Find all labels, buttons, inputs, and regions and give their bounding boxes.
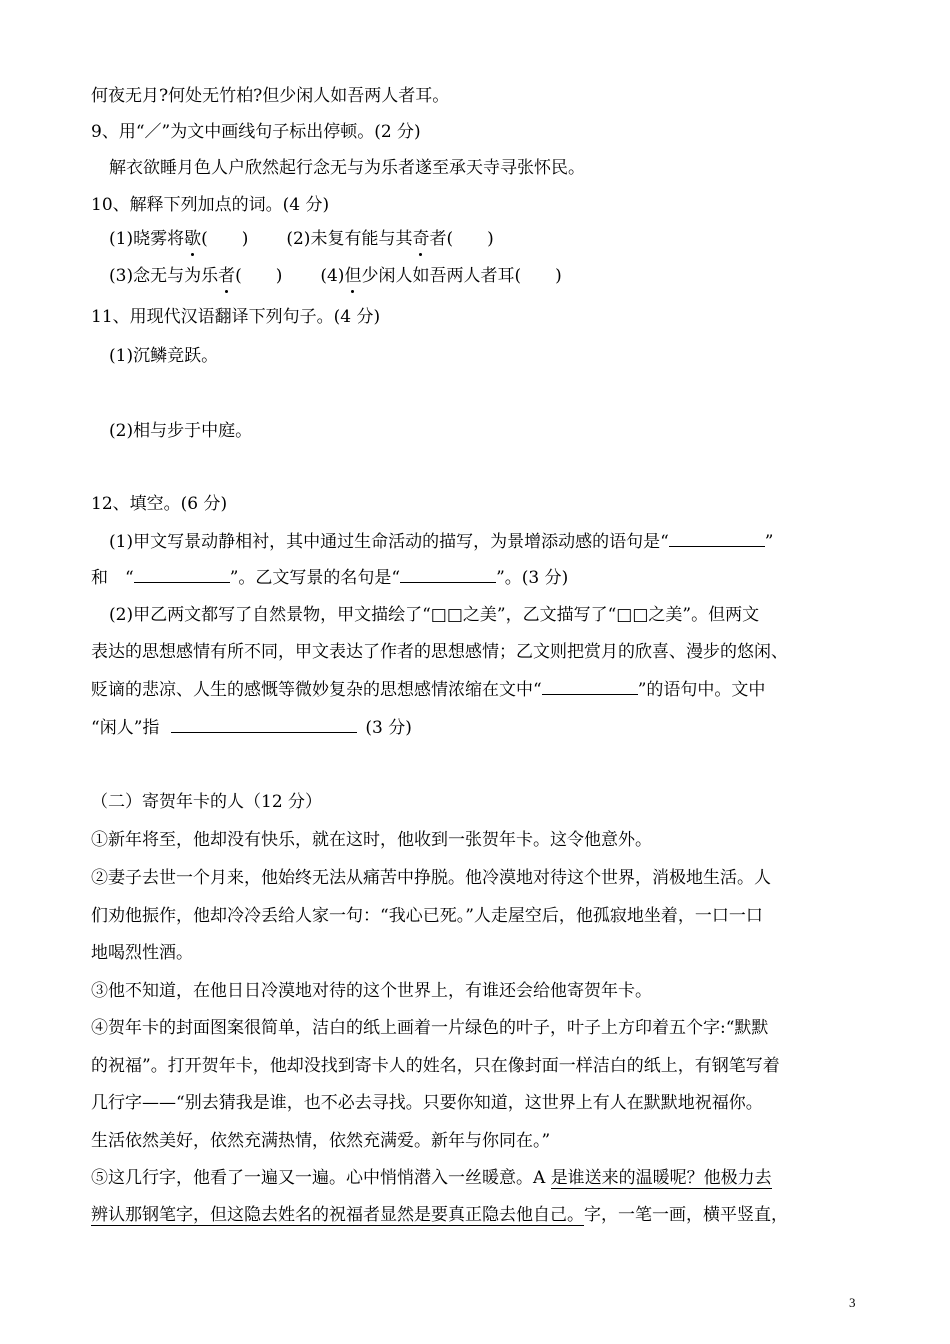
question-11: 11、用现代汉语翻译下列句子。(4 分) [91, 307, 381, 327]
question-10-row-1 [109, 227, 494, 251]
question-12-1-line-b: 和 “ ”。乙文写景的名句是“ ”。(3 分) [91, 568, 569, 588]
dotted-char: 者 [218, 266, 236, 286]
question-12-2-line-c: 贬谪的悲凉、人生的感慨等微妙复杂的思想感情浓缩在文中“ ”的语句中。文中 [91, 680, 766, 700]
q10-item-3: (3)念无与为乐者( ) [109, 266, 283, 286]
answer-blank[interactable] [400, 566, 496, 583]
paragraph-2-line-a: ②妻子去世一个月来，他始终无法从痛苦中挣脱。他冷漠地对待这个世界，消极地生活。人 [91, 868, 771, 888]
answer-blank[interactable] [669, 530, 765, 547]
paragraph-3: ③他不知道，在他日日冷漠地对待的这个世界上，有谁还会给他寄贺年卡。 [91, 981, 652, 1001]
paragraph-4-line-d: 生活依然美好，依然充满热情，依然充满爱。新年与你同在。” [91, 1131, 551, 1151]
question-9: 9、用“／”为文中画线句子标出停顿。(2 分) [91, 122, 421, 142]
dotted-char: 歇 [184, 229, 202, 249]
question-11-item-2: (2)相与步于中庭。 [109, 421, 253, 441]
question-10-row-2 [109, 264, 562, 288]
paragraph-5-line-a: ⑤这几行字，他看了一遍又一遍。心中悄悄潜入一丝暖意。A 是谁送来的温暖呢？他极力去 [91, 1168, 772, 1188]
question-11-item-1: (1)沉鳞竞跃。 [109, 346, 219, 366]
paragraph-1: ①新年将至，他却没有快乐，就在这时，他收到一张贺年卡。这令他意外。 [91, 830, 652, 850]
dotted-char: 但 [344, 266, 362, 286]
question-9-text: 解衣欲睡月色人户欣然起行念无与为乐者遂至承天寺寻张怀民。 [109, 158, 585, 178]
question-12: 12、填空。(6 分) [91, 494, 228, 514]
question-12-2-line-b: 表达的思想感情有所不同，甲文表达了作者的思想感情；乙文则把赏月的欣喜、漫步的悠闲、 [91, 642, 788, 662]
paragraph-4-line-a: ④贺年卡的封面图案很简单，洁白的纸上画着一片绿色的叶子，叶子上方印着五个字:“默默 [91, 1018, 769, 1038]
question-12-2-line-d: “闲人”指 (3 分) [91, 718, 412, 738]
q10-item-4: (4)但少闲人如吾两人者耳( ) [320, 266, 562, 286]
page-number: 3 [849, 1295, 856, 1310]
q10-item-1: (1)晓雾将歇( ) [109, 229, 249, 249]
answer-blank[interactable] [542, 678, 638, 695]
answer-blank[interactable] [171, 716, 357, 733]
q10-item-2: (2)未复有能与其奇者( ) [286, 229, 494, 249]
question-12-1-line-a: (1)甲文写景动静相衬，其中通过生命活动的描写，为景增添动感的语句是“ ” [109, 532, 774, 552]
underlined-sentence-a: 是谁送来的温暖呢？他极力去 [550, 1168, 772, 1188]
paragraph-4-line-b: 的祝福”。打开贺年卡，他却没找到寄卡人的姓名，只在像封面一样洁白的纸上，有钢笔写着 [91, 1056, 780, 1076]
section-2-title: （二）寄贺年卡的人（12 分） [91, 792, 323, 812]
answer-blank[interactable] [134, 566, 230, 583]
underlined-sentence-a: 辨认那钢笔字，但这隐去姓名的祝福者显然是要真正隐去他自己。 [91, 1205, 584, 1225]
paragraph-2-line-c: 地喝烈性酒。 [91, 943, 193, 963]
dotted-char: 奇 [412, 229, 430, 249]
question-10: 10、解释下列加点的词。(4 分) [91, 195, 330, 215]
paragraph-2-line-b: 们劝他振作，他却冷冷丢给人家一句：“我心已死。”人走屋空后，他孤寂地坐着，一口一口 [91, 906, 763, 926]
question-12-2-line-a: (2)甲乙两文都写了自然景物，甲文描绘了“□□之美”，乙文描写了“□□之美”。但两文 [109, 605, 760, 625]
text-line: 何夜无月?何处无竹柏?但少闲人如吾两人者耳。 [91, 86, 450, 106]
paragraph-4-line-c: 几行字——“别去猜我是谁，也不必去寻找。只要你知道，这世界上有人在默默地祝福你。 [91, 1093, 763, 1113]
paragraph-5-line-b: 辨认那钢笔字，但这隐去姓名的祝福者显然是要真正隐去他自己。字，一笔一画，横平竖直， [91, 1205, 788, 1225]
